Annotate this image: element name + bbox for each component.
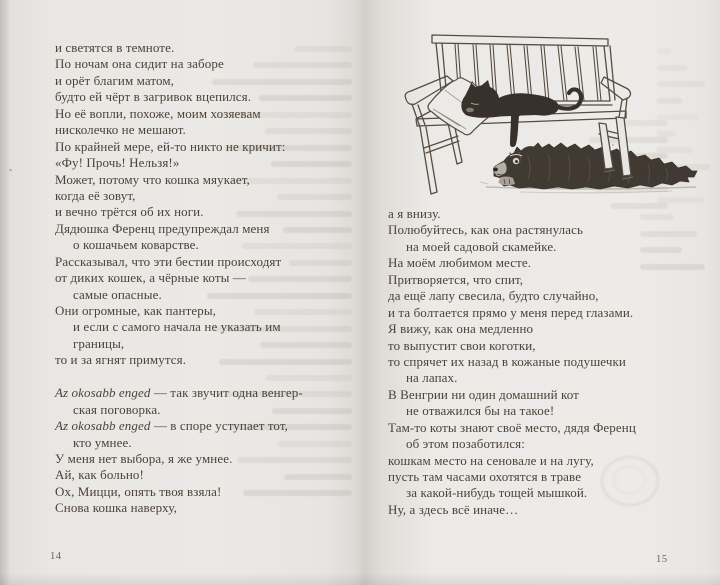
poem-line: В Венгрии ни один домашний кот <box>388 386 579 402</box>
poem-line: Ай, как больно! <box>55 467 144 483</box>
poem-line: Я вижу, как она медленно <box>388 321 534 337</box>
poem-line: Притворяется, что спит, <box>388 271 524 287</box>
poem-line: не отважился бы на такое! <box>406 403 555 419</box>
poem-line: на моей садовой скамейке. <box>406 238 557 254</box>
poem-line: Ох, Мицци, опять твоя взяла! <box>55 483 222 499</box>
poem-line: Az okosabb enged — в споре уступает тот, <box>55 418 289 434</box>
poem-line: По крайней мере, ей-то никто не кричит: <box>55 138 286 154</box>
right-page-text <box>388 206 636 518</box>
poem-line: и если с самого начала не указать им <box>73 319 281 335</box>
poem-line: то спрячет их назад в кожаные подушечки <box>388 353 626 369</box>
bleedthrough-right-page-margin <box>640 214 714 284</box>
poem-line: на лапах. <box>406 370 458 386</box>
poem-line: Ну, а здесь всё иначе… <box>388 501 519 517</box>
poem-line: то и за ягнят примутся. <box>55 352 187 368</box>
bleedthrough-text-line <box>640 247 682 253</box>
paper-speck <box>9 169 12 171</box>
poem-line: и орёт благим матом, <box>55 72 175 88</box>
poem-line: и вечно трётся об их ноги. <box>55 204 204 220</box>
poem-line: Дядюшка Ференц предупреждал меня <box>55 220 270 236</box>
poem-line: Они огромные, как пантеры, <box>55 303 216 318</box>
poem-line: то выпустит свои коготки, <box>388 337 536 353</box>
page-edge-shadow-left <box>0 0 10 585</box>
poem-line: Az okosabb enged — так звучит одна венгер- <box>55 385 303 401</box>
poem-line: нисколечко не мешают. <box>55 122 186 138</box>
poem-line: По ночам она сидит на заборе <box>55 56 224 72</box>
poem-line: «Фу! Прочь! Нельзя!» <box>55 155 180 171</box>
poem-line: ская поговорка. <box>73 401 161 417</box>
poem-line: На моём любимом месте. <box>388 255 532 271</box>
poem-line: а я внизу. <box>388 206 441 221</box>
poem-line: У меня нет выбора, я же умнее. <box>55 450 233 466</box>
bleedthrough-text-line <box>657 197 704 203</box>
poem-line: Но её вопли, похоже, моим хозяевам <box>55 105 261 121</box>
poem-line: от диких кошек, а чёрные коты — <box>55 270 246 286</box>
poem-line: Там-то коты знают своё место, дядя Ференц <box>388 419 636 435</box>
poem-line: и та болтается прямо у меня перед глазами. <box>388 304 634 320</box>
poem-line: когда её зовут, <box>55 187 136 203</box>
bleedthrough-text-line <box>640 231 697 237</box>
poem-line: и светятся в темноте. <box>55 40 175 55</box>
page-number-right: 15 <box>656 554 668 565</box>
bench-cat-dog-illustration <box>400 17 700 197</box>
poem-line: о кошачьем коварстве. <box>73 237 199 253</box>
dog <box>493 143 697 189</box>
poem-line: Снова кошка наверху, <box>55 500 177 516</box>
left-page-text <box>55 40 303 517</box>
poem-line: границы, <box>73 335 125 351</box>
poem-line: да ещё лапу свесила, будто случайно, <box>388 288 599 304</box>
poem-line: Рассказывал, что эти бестии происходят <box>55 253 282 269</box>
poem-line: об этом позаботился: <box>406 436 525 452</box>
poem-line: Полюбуйтесь, как она растянулась <box>388 222 583 238</box>
poem-line: кошкам место на сеновале и на лугу, <box>388 452 594 468</box>
page-number-left: 14 <box>50 551 62 562</box>
poem-line: будто ей чёрт в загривок вцепился. <box>55 89 252 105</box>
poem-blank-line <box>55 369 303 385</box>
poem-line: Может, потому что кошка мяукает, <box>55 171 250 187</box>
paper-speck <box>612 144 614 146</box>
poem-line: кто умнее. <box>73 434 132 450</box>
poem-line: за какой-нибудь тощей мышкой. <box>406 485 588 501</box>
bleedthrough-text-line <box>640 264 705 270</box>
page-edge-shadow-bottom <box>0 573 720 585</box>
poem-line: пусть там часами охотятся в траве <box>388 469 582 484</box>
poem-line: самые опасные. <box>73 286 162 302</box>
